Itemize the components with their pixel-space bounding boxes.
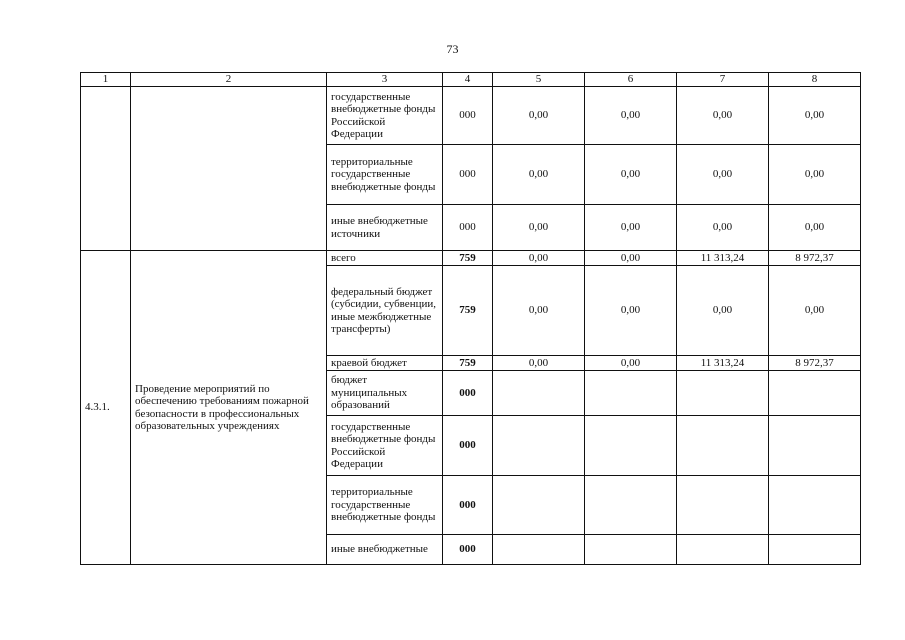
value-cell: [677, 476, 769, 535]
column-header: 1: [81, 73, 131, 87]
value-cell: [493, 476, 585, 535]
code-cell: 000: [443, 476, 493, 535]
funding-source: государственные внебюджетные фонды Российской Федерации: [327, 87, 443, 145]
value-cell: 0,00: [769, 87, 861, 145]
value-cell: 0,00: [769, 266, 861, 356]
code-cell: 759: [443, 251, 493, 266]
value-cell: 8 972,37: [769, 356, 861, 371]
value-cell: [677, 416, 769, 476]
funding-source: федеральный бюджет (субсидии, субвенции, иные межбюджетные трансферты): [327, 266, 443, 356]
code-cell: 000: [443, 145, 493, 205]
value-cell: 0,00: [677, 145, 769, 205]
value-cell: [677, 371, 769, 416]
empty-code-cell: [81, 87, 131, 251]
column-header: 6: [585, 73, 677, 87]
value-cell: 0,00: [677, 87, 769, 145]
value-cell: 11 313,24: [677, 356, 769, 371]
budget-table: [80, 72, 861, 565]
value-cell: [677, 535, 769, 565]
value-cell: [769, 476, 861, 535]
value-cell: 11 313,24: [677, 251, 769, 266]
value-cell: 0,00: [677, 205, 769, 251]
code-cell: 000: [443, 535, 493, 565]
page-number: 73: [446, 42, 459, 56]
value-cell: 0,00: [769, 205, 861, 251]
value-cell: 0,00: [493, 87, 585, 145]
empty-name-cell: [131, 87, 327, 251]
code-cell: 759: [443, 356, 493, 371]
value-cell: 8 972,37: [769, 251, 861, 266]
column-header: 5: [493, 73, 585, 87]
item-name: Проведение мероприятий по обеспечению требованиям пожарной безопасности в профессиональных образовательных учреждениях: [131, 251, 327, 565]
value-cell: 0,00: [493, 266, 585, 356]
column-header: 7: [677, 73, 769, 87]
code-cell: 000: [443, 87, 493, 145]
value-cell: 0,00: [493, 251, 585, 266]
table-row: [81, 251, 861, 266]
funding-source: территориальные государственные внебюджетные фонды: [327, 145, 443, 205]
value-cell: 0,00: [585, 356, 677, 371]
funding-source: бюджет муниципальных образований: [327, 371, 443, 416]
value-cell: 0,00: [769, 145, 861, 205]
column-header: 3: [327, 73, 443, 87]
value-cell: [769, 371, 861, 416]
code-cell: 000: [443, 371, 493, 416]
value-cell: 0,00: [585, 87, 677, 145]
value-cell: 0,00: [585, 266, 677, 356]
value-cell: [585, 476, 677, 535]
value-cell: [769, 535, 861, 565]
funding-source: территориальные государственные внебюджетные фонды: [327, 476, 443, 535]
column-header: 8: [769, 73, 861, 87]
funding-source: иные внебюджетные источники: [327, 205, 443, 251]
table-row: [81, 87, 861, 145]
funding-source: иные внебюджетные: [327, 535, 443, 565]
value-cell: [585, 416, 677, 476]
value-cell: 0,00: [585, 205, 677, 251]
value-cell: 0,00: [493, 145, 585, 205]
value-cell: [585, 371, 677, 416]
code-cell: 759: [443, 266, 493, 356]
value-cell: 0,00: [585, 145, 677, 205]
value-cell: [493, 416, 585, 476]
value-cell: 0,00: [677, 266, 769, 356]
column-header: 4: [443, 73, 493, 87]
value-cell: [493, 371, 585, 416]
value-cell: 0,00: [493, 356, 585, 371]
value-cell: [769, 416, 861, 476]
funding-source: государственные внебюджетные фонды Российской Федерации: [327, 416, 443, 476]
value-cell: [585, 535, 677, 565]
code-cell: 000: [443, 416, 493, 476]
funding-source: всего: [327, 251, 443, 266]
code-cell: 000: [443, 205, 493, 251]
funding-source: краевой бюджет: [327, 356, 443, 371]
column-number-row: [81, 73, 861, 87]
value-cell: 0,00: [585, 251, 677, 266]
value-cell: [493, 535, 585, 565]
value-cell: 0,00: [493, 205, 585, 251]
item-code: 4.3.1.: [81, 251, 131, 565]
column-header: 2: [131, 73, 327, 87]
